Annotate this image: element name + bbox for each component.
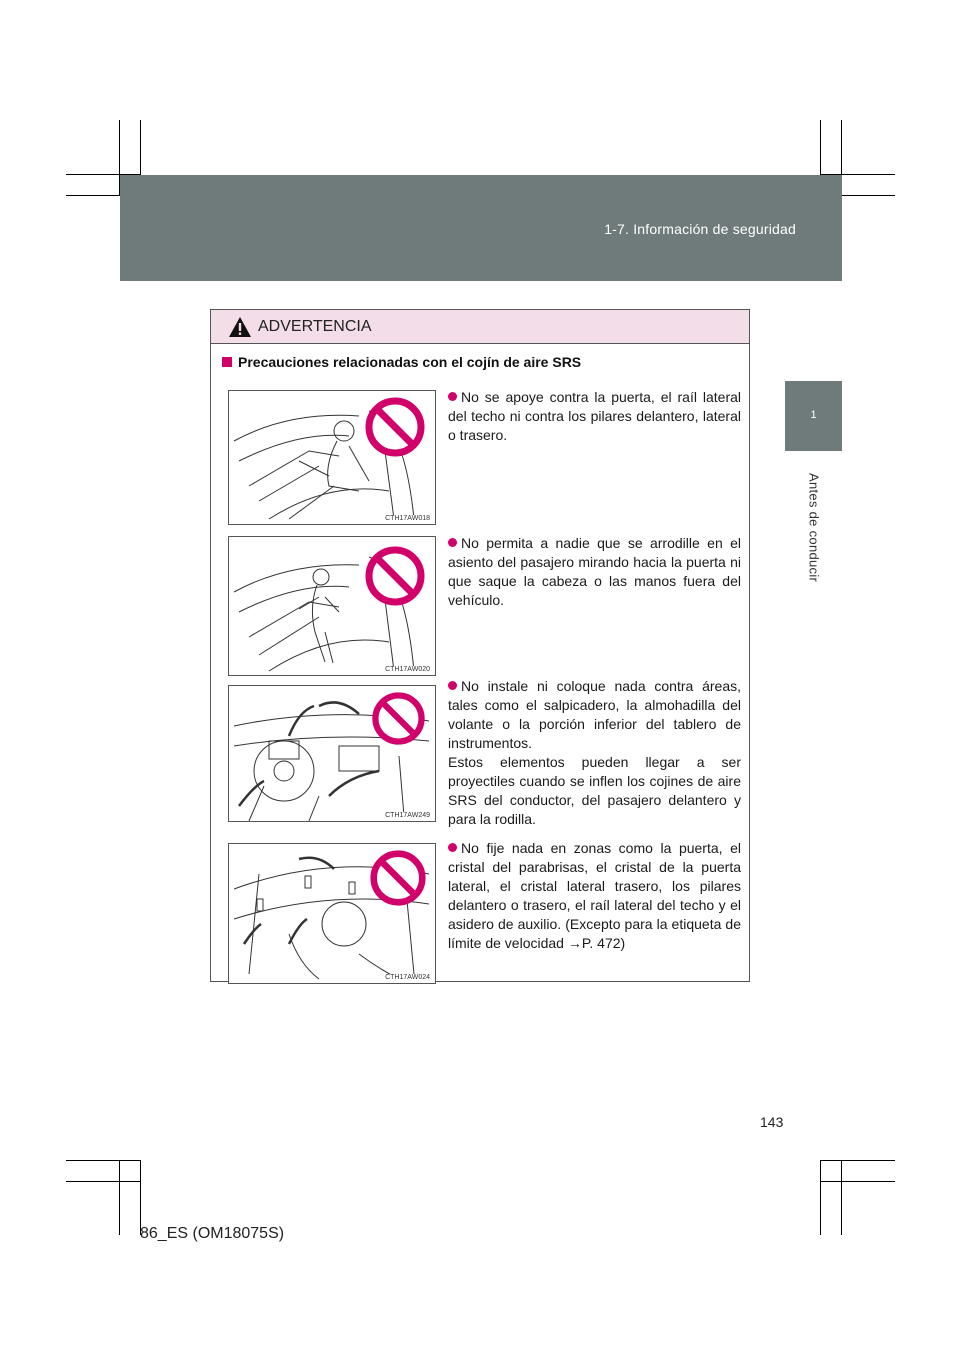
warning-header: [211, 310, 749, 344]
warning-item-text: No fije nada en zonas como la puerta, el cristal del parabrisas, el cristal de la puerta lateral, el cristal lateral trasero, los pilares delantero o trasero, el raíl lateral del techo y el asidero de auxilio. (Excepto para la etiqueta de límite de velocidad →P. 472): [448, 840, 741, 951]
prohibition-sign-icon: [364, 396, 426, 458]
figure-kneel-seat: [228, 536, 436, 676]
figure-lean-door: [228, 390, 436, 525]
chapter-tab: [785, 381, 842, 451]
prohibition-sign-icon: [369, 849, 427, 907]
warning-box: [210, 309, 750, 982]
warning-item-text: No se apoye contra la puerta, el raíl lateral del techo ni contra los pilares delantero, lateral o trasero.: [448, 389, 741, 443]
figure-code: CTH17AW020: [385, 666, 430, 673]
warning-item-note: Estos elementos pueden llegar a ser proyectiles cuando se inflen los cojines de aire SRS del conductor, del pasajero delantero y para la rodilla.: [448, 754, 741, 827]
warning-item-text: No instale ni coloque nada contra áreas, tales como el salpicadero, la almohadilla del volante o la porción inferior del tablero de instrumentos.: [448, 678, 741, 751]
round-bullet-icon: [448, 843, 457, 852]
header-band: [120, 175, 842, 281]
figure-code: CTH17AW024: [385, 974, 430, 981]
section-heading: [222, 354, 581, 370]
crop-mark: [140, 1160, 141, 1235]
chapter-title: Antes de conducir: [806, 473, 822, 583]
section-heading-text: Precauciones relacionadas con el cojín de aire SRS: [238, 354, 582, 370]
chapter-title-vertical: [786, 458, 842, 598]
page-number: 143: [760, 1114, 784, 1130]
square-bullet-icon: [222, 357, 232, 367]
crop-mark: [119, 1160, 120, 1235]
figure-windshield: [228, 843, 436, 984]
round-bullet-icon: [448, 681, 457, 690]
crop-mark: [66, 1160, 141, 1161]
warning-triangle-icon: [228, 316, 252, 338]
chapter-number: 1: [810, 409, 817, 421]
section-title: 1-7. Información de seguridad: [604, 221, 796, 237]
figure-code: CTH17AW018: [385, 515, 430, 522]
crop-mark: [820, 1160, 895, 1161]
crop-mark: [820, 1160, 821, 1235]
warning-item: [448, 388, 741, 445]
crop-mark: [841, 1160, 842, 1235]
warning-item: [448, 839, 741, 953]
crop-mark: [820, 1181, 895, 1182]
crop-mark: [66, 1181, 141, 1182]
document-code: 86_ES (OM18075S): [140, 1225, 285, 1242]
round-bullet-icon: [448, 538, 457, 547]
warning-item-text: No permita a nadie que se arrodille en el asiento del pasajero mirando hacia la puerta ni que saque la cabeza o las manos fuera del vehículo.: [448, 535, 741, 608]
figure-code: CTH17AW249: [385, 812, 430, 819]
round-bullet-icon: [448, 392, 457, 401]
warning-item: [448, 677, 741, 829]
warning-title: ADVERTENCIA: [258, 318, 372, 335]
prohibition-sign-icon: [364, 545, 426, 607]
prohibition-sign-icon: [371, 691, 426, 746]
warning-item: [448, 534, 741, 610]
figure-dashboard: [228, 685, 436, 822]
